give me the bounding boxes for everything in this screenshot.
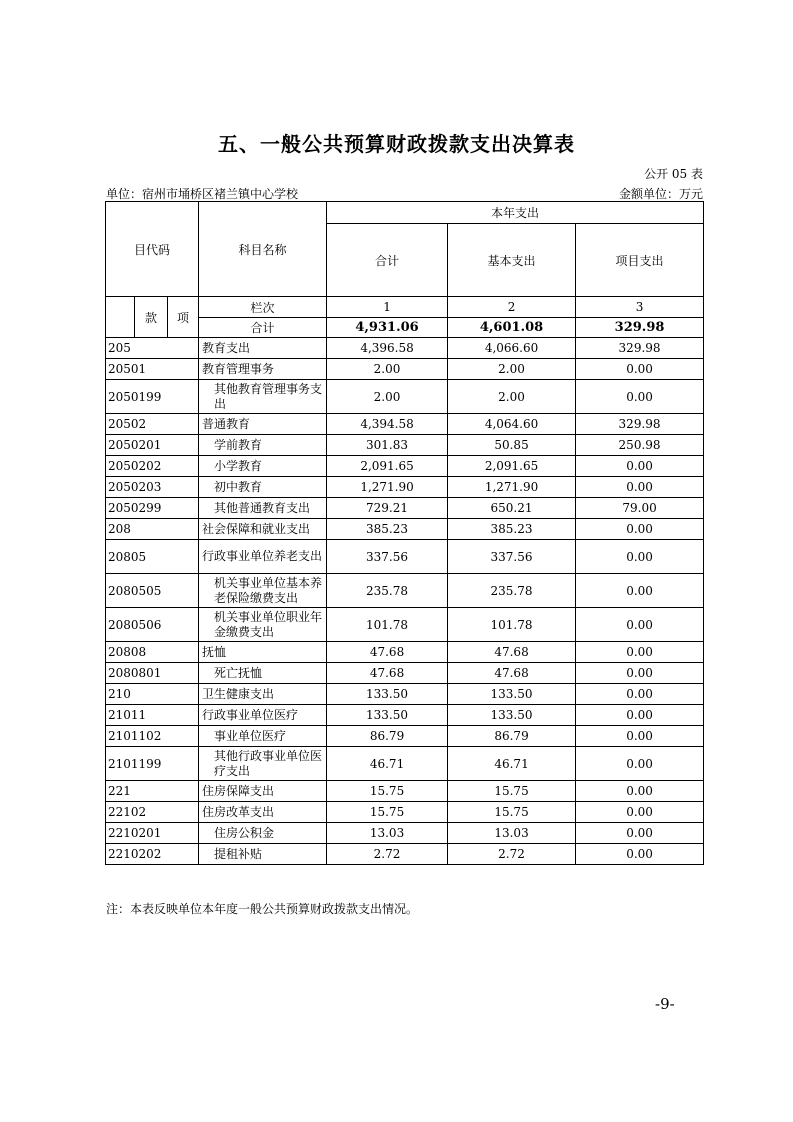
row-total: 46.71: [327, 747, 448, 781]
row-code: 2080506: [106, 608, 199, 642]
row-basic: 46.71: [448, 747, 576, 781]
row-code: 2050299: [106, 498, 199, 519]
row-basic: 50.85: [448, 435, 576, 456]
header-current-year: 本年支出: [327, 202, 704, 224]
row-name-text: 学前教育: [214, 437, 263, 452]
row-name: [199, 823, 327, 844]
row-project: 250.98: [576, 435, 704, 456]
row-basic: 337.56: [448, 540, 576, 574]
table-row: [106, 477, 704, 498]
row-name-text: 行政事业单位养老支出: [202, 549, 323, 563]
row-name-text: 住房保障支出: [202, 783, 275, 798]
row-name-text: 机关事业单位职业年金缴费支出: [214, 609, 323, 639]
header-xiang: 项: [168, 297, 199, 338]
unit-label: 单位：宿州市埇桥区褚兰镇中心学校: [106, 187, 299, 201]
row-basic: 385.23: [448, 519, 576, 540]
table-row: [106, 663, 704, 684]
row-project: 329.98: [576, 414, 704, 435]
header-basic: 基本支出: [448, 224, 576, 297]
row-project: 0.00: [576, 726, 704, 747]
row-project: 0.00: [576, 456, 704, 477]
row-project: 0.00: [576, 663, 704, 684]
table-row: [106, 338, 704, 359]
table-row: [106, 747, 704, 781]
table-row: [106, 456, 704, 477]
row-total: 47.68: [327, 642, 448, 663]
row-name: [199, 380, 327, 414]
row-total: 15.75: [327, 802, 448, 823]
row-total: 101.78: [327, 608, 448, 642]
total-amount: 4,931.06: [327, 318, 448, 338]
row-total: 86.79: [327, 726, 448, 747]
row-name: [199, 338, 327, 359]
row-name-text: 事业单位医疗: [214, 728, 287, 743]
header-kuan: 款: [135, 297, 168, 338]
table-row: [106, 642, 704, 663]
row-name-text: 住房改革支出: [202, 804, 275, 819]
row-code: 205: [106, 338, 199, 359]
row-basic: 2.00: [448, 359, 576, 380]
row-name-text: 其他教育管理事务支出: [214, 381, 323, 411]
row-name: [199, 435, 327, 456]
row-project: 0.00: [576, 359, 704, 380]
row-name-text: 行政事业单位医疗: [202, 707, 299, 722]
row-name-text: 其他行政事业单位医疗支出: [214, 748, 323, 778]
table-row: [106, 540, 704, 574]
column-number-3: 3: [576, 297, 704, 318]
row-name: [199, 642, 327, 663]
row-code: 20808: [106, 642, 199, 663]
row-code: 208: [106, 519, 199, 540]
row-name-text: 其他普通教育支出: [214, 500, 311, 515]
row-basic: 101.78: [448, 608, 576, 642]
row-code: 2080505: [106, 574, 199, 608]
row-code: 2210202: [106, 844, 199, 865]
total-project: 329.98: [576, 318, 704, 338]
row-total: 2.00: [327, 359, 448, 380]
row-name: [199, 540, 327, 574]
row-project: 0.00: [576, 705, 704, 726]
amount-unit-label: 金额单位：万元: [618, 187, 703, 201]
row-name-text: 小学教育: [214, 458, 263, 473]
row-name: [199, 726, 327, 747]
row-name-text: 提租补贴: [214, 846, 263, 861]
row-project: 0.00: [576, 540, 704, 574]
row-code: 20502: [106, 414, 199, 435]
table-row: [106, 705, 704, 726]
table-row: [106, 380, 704, 414]
row-name-text: 住房公积金: [214, 825, 275, 840]
row-code: 22102: [106, 802, 199, 823]
row-total: 2.72: [327, 844, 448, 865]
expenditure-table: [105, 201, 704, 865]
row-name-text: 机关事业单位基本养老保险缴费支出: [214, 575, 323, 605]
footnote: 注：本表反映单位本年度一般公共预算财政拨款支出情况。: [106, 902, 419, 916]
row-total: 4,394.58: [327, 414, 448, 435]
header-total: 合计: [327, 224, 448, 297]
row-name: [199, 456, 327, 477]
table-row: [106, 823, 704, 844]
row-code: 221: [106, 781, 199, 802]
row-code: 2101102: [106, 726, 199, 747]
row-basic: 650.21: [448, 498, 576, 519]
header-project: 项目支出: [576, 224, 704, 297]
row-project: 0.00: [576, 477, 704, 498]
row-basic: 133.50: [448, 684, 576, 705]
row-project: 0.00: [576, 684, 704, 705]
row-basic: 2.00: [448, 380, 576, 414]
total-basic: 4,601.08: [448, 318, 576, 338]
row-total: 133.50: [327, 684, 448, 705]
row-project: 0.00: [576, 823, 704, 844]
page-number: -9-: [655, 995, 675, 1013]
row-basic: 15.75: [448, 781, 576, 802]
row-project: 0.00: [576, 642, 704, 663]
table-row: [106, 574, 704, 608]
row-name: [199, 802, 327, 823]
row-code: 2210201: [106, 823, 199, 844]
page-title: 五、一般公共预算财政拨款支出决算表: [218, 132, 575, 156]
table-row: [106, 781, 704, 802]
row-basic: 15.75: [448, 802, 576, 823]
row-name: [199, 781, 327, 802]
column-number-1: 1: [327, 297, 448, 318]
row-name: [199, 498, 327, 519]
total-label: 合计: [199, 318, 327, 338]
row-project: 0.00: [576, 747, 704, 781]
table-row: [106, 726, 704, 747]
row-basic: 2,091.65: [448, 456, 576, 477]
row-name: [199, 663, 327, 684]
row-name: [199, 844, 327, 865]
row-basic: 47.68: [448, 663, 576, 684]
table-row: [106, 844, 704, 865]
row-total: 337.56: [327, 540, 448, 574]
row-code: 2050203: [106, 477, 199, 498]
column-number-2: 2: [448, 297, 576, 318]
row-name-text: 卫生健康支出: [202, 686, 275, 701]
row-code: 210: [106, 684, 199, 705]
row-name-text: 教育支出: [202, 340, 251, 355]
row-project: 0.00: [576, 802, 704, 823]
row-name: [199, 608, 327, 642]
row-project: 79.00: [576, 498, 704, 519]
row-name: [199, 684, 327, 705]
row-total: 729.21: [327, 498, 448, 519]
row-basic: 13.03: [448, 823, 576, 844]
row-project: 0.00: [576, 380, 704, 414]
row-code: 2101199: [106, 747, 199, 781]
row-basic: 1,271.90: [448, 477, 576, 498]
row-code: 2050199: [106, 380, 199, 414]
row-project: 0.00: [576, 608, 704, 642]
row-name-text: 初中教育: [214, 479, 263, 494]
row-code: 20805: [106, 540, 199, 574]
row-basic: 86.79: [448, 726, 576, 747]
header-lei-blank: [106, 297, 135, 338]
column-number-row: [106, 297, 704, 318]
row-name: [199, 574, 327, 608]
row-project: 329.98: [576, 338, 704, 359]
table-row: [106, 608, 704, 642]
header-name: 科目名称: [199, 202, 327, 297]
row-basic: 4,064.60: [448, 414, 576, 435]
row-code: 21011: [106, 705, 199, 726]
row-name: [199, 747, 327, 781]
row-basic: 133.50: [448, 705, 576, 726]
row-total: 2.00: [327, 380, 448, 414]
row-code: 20501: [106, 359, 199, 380]
table-row: [106, 359, 704, 380]
row-total: 15.75: [327, 781, 448, 802]
row-project: 0.00: [576, 781, 704, 802]
table-row: [106, 802, 704, 823]
column-row-label: 栏次: [199, 297, 327, 318]
row-project: 0.00: [576, 844, 704, 865]
row-total: 47.68: [327, 663, 448, 684]
row-project: 0.00: [576, 574, 704, 608]
row-code: 2050202: [106, 456, 199, 477]
table-row: [106, 498, 704, 519]
table-row: [106, 414, 704, 435]
row-total: 235.78: [327, 574, 448, 608]
row-name: [199, 414, 327, 435]
row-name-text: 抚恤: [202, 644, 227, 659]
row-name-text: 死亡抚恤: [214, 665, 263, 680]
row-total: 1,271.90: [327, 477, 448, 498]
row-basic: 2.72: [448, 844, 576, 865]
row-code: 2050201: [106, 435, 199, 456]
form-number: 公开 05 表: [644, 167, 703, 181]
table-row: [106, 435, 704, 456]
header-code: 目代码: [106, 202, 199, 297]
row-total: 2,091.65: [327, 456, 448, 477]
row-basic: 4,066.60: [448, 338, 576, 359]
row-total: 301.83: [327, 435, 448, 456]
row-name: [199, 519, 327, 540]
row-name-text: 教育管理事务: [202, 361, 275, 376]
row-total: 385.23: [327, 519, 448, 540]
table-row: [106, 684, 704, 705]
row-name-text: 普通教育: [202, 416, 251, 431]
header-row-1: [106, 202, 704, 224]
row-project: 0.00: [576, 519, 704, 540]
row-total: 133.50: [327, 705, 448, 726]
row-basic: 47.68: [448, 642, 576, 663]
row-total: 13.03: [327, 823, 448, 844]
row-name: [199, 705, 327, 726]
row-name: [199, 477, 327, 498]
row-name-text: 社会保障和就业支出: [202, 521, 311, 536]
row-basic: 235.78: [448, 574, 576, 608]
table-row: [106, 519, 704, 540]
row-name: [199, 359, 327, 380]
row-code: 2080801: [106, 663, 199, 684]
row-total: 4,396.58: [327, 338, 448, 359]
